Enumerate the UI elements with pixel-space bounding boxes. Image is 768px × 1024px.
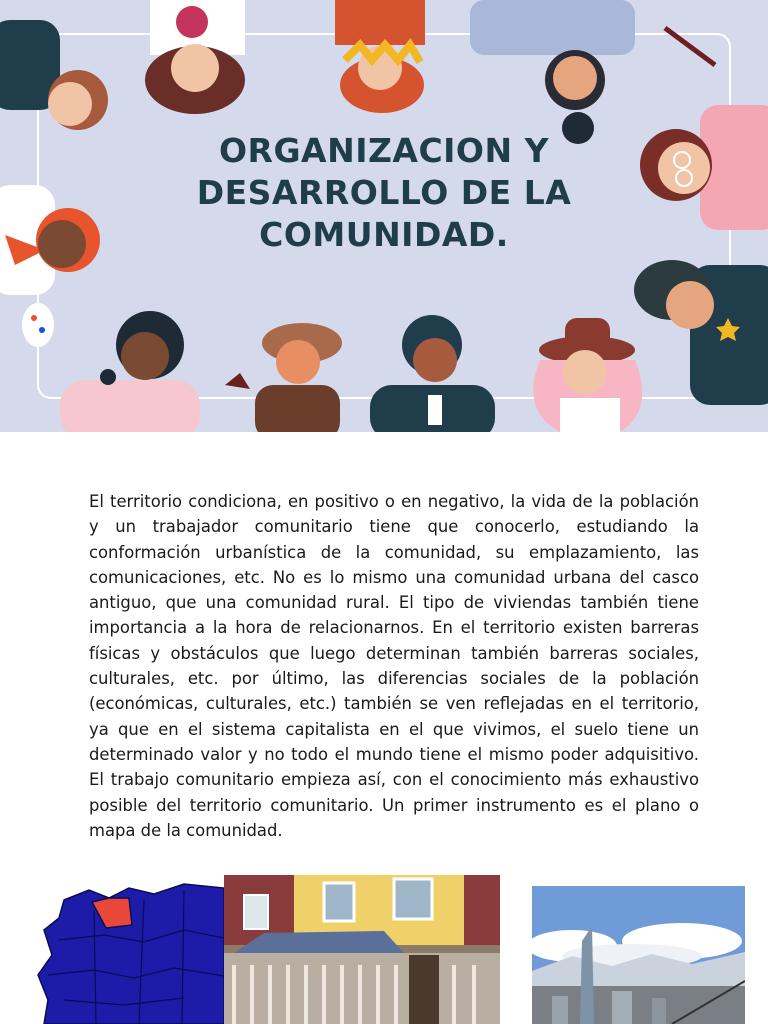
person-doctor-icon xyxy=(470,0,635,144)
person-photographer-icon xyxy=(145,0,245,114)
person-singer-icon xyxy=(60,311,200,432)
person-chef-icon xyxy=(533,318,642,432)
title-line: ORGANIZACION Y xyxy=(218,131,549,170)
person-painter-icon xyxy=(0,185,100,347)
person-explorer-icon xyxy=(225,323,342,432)
house-photo xyxy=(224,875,500,1024)
skyline-icon xyxy=(532,886,745,1024)
title-line: COMUNIDAD. xyxy=(259,215,509,254)
header-banner xyxy=(0,0,768,432)
person-reporter-icon xyxy=(370,315,495,432)
page-title xyxy=(154,130,614,256)
body-paragraph: El territorio condiciona, en positivo o en negativo, la vida de la población y un trabajador comunitario tiene que conocerlo, estudiando la conformación urbanística de la comunidad, su emplazamiento, las comunicaciones, etc. No es lo mismo una comunidad urbana del casco antiguo, que una comunidad rural. El tipo de viviendas también tiene importancia a la hora de relacionarnos. En el territorio existen barreras físicas y obstáculos que luego determinan también barreras sociales, culturales, etc. por último, las diferencias sociales de la población (económicas, culturales, etc.) también se ven reflejadas en el territorio, ya que en el sistema capitalista en el que vivimos, el suelo tiene un determinado valor y no todo el mundo tiene el mismo poder adquisitivo. El trabajo comunitario empieza así, con el conocimiento más exhaustivo posible del territorio comunitario. Un primer instrumento es el plano o mapa de la comunidad. xyxy=(89,492,699,840)
title-line: DESARROLLO DE LA xyxy=(196,173,572,212)
house-icon xyxy=(224,875,500,1024)
person-top-left-icon xyxy=(0,20,108,130)
city-skyline-photo xyxy=(532,886,745,1024)
person-firefighter-icon xyxy=(335,0,425,113)
person-teacher-icon xyxy=(640,28,768,230)
person-police-icon xyxy=(634,260,768,405)
community-map-image xyxy=(34,880,226,1024)
map-icon xyxy=(34,880,226,1024)
